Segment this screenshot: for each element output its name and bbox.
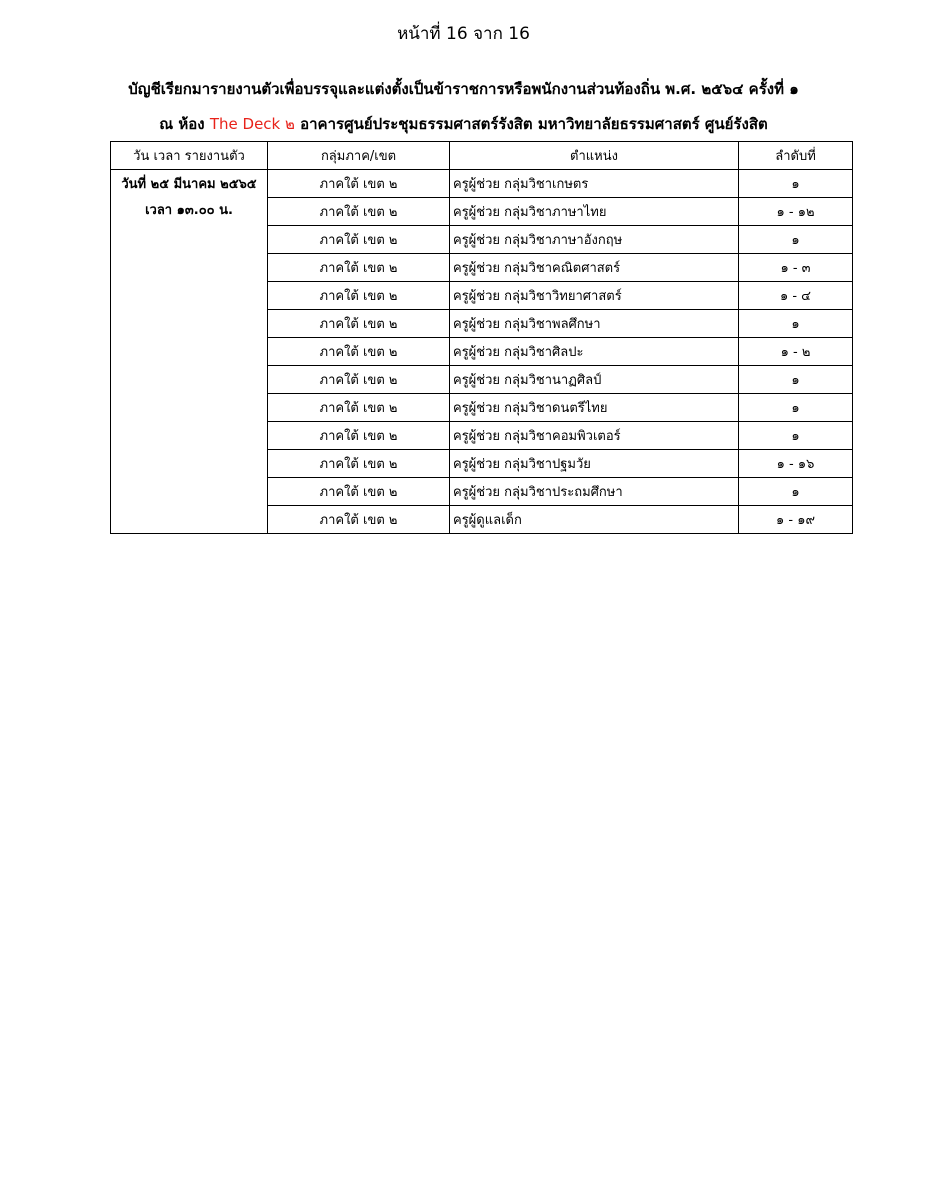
venue-suffix: อาคารศูนย์ประชุมธรรมศาสตร์รังสิต มหาวิทยาลัยธรรมศาสตร์ ศูนย์รังสิต — [294, 115, 768, 133]
region-cell: ภาคใต้ เขต ๒ — [268, 282, 450, 310]
order-cell: ๑ - ๓ — [739, 254, 853, 282]
venue-line — [0, 112, 927, 136]
region-cell: ภาคใต้ เขต ๒ — [268, 170, 450, 198]
document-title: บัญชีเรียกมารายงานตัวเพื่อบรรจุและแต่งตั้งเป็นข้าราชการหรือพนักงานส่วนท้องถิ่น พ.ศ. ๒๕๖๔ ครั้งที่ ๑ — [128, 80, 799, 98]
position-cell: ครูผู้ช่วย กลุ่มวิชาภาษาอังกฤษ — [450, 226, 739, 254]
region-cell: ภาคใต้ เขต ๒ — [268, 366, 450, 394]
order-cell: ๑ — [739, 394, 853, 422]
position-cell: ครูผู้ช่วย กลุ่มวิชาภาษาไทย — [450, 198, 739, 226]
position-cell: ครูผู้ช่วย กลุ่มวิชาคณิตศาสตร์ — [450, 254, 739, 282]
position-cell: ครูผู้ช่วย กลุ่มวิชาคอมพิวเตอร์ — [450, 422, 739, 450]
order-cell: ๑ — [739, 310, 853, 338]
order-cell: ๑ — [739, 422, 853, 450]
position-cell: ครูผู้ช่วย กลุ่มวิชาปฐมวัย — [450, 450, 739, 478]
region-cell: ภาคใต้ เขต ๒ — [268, 478, 450, 506]
region-cell: ภาคใต้ เขต ๒ — [268, 338, 450, 366]
page-number: หน้าที่ 16 จาก 16 — [397, 24, 530, 44]
order-cell: ๑ - ๒ — [739, 338, 853, 366]
region-cell: ภาคใต้ เขต ๒ — [268, 394, 450, 422]
report-datetime-cell — [111, 170, 268, 534]
order-cell: ๑ — [739, 366, 853, 394]
order-cell: ๑ - ๑๙ — [739, 506, 853, 534]
order-cell: ๑ — [739, 226, 853, 254]
position-cell: ครูผู้ช่วย กลุ่มวิชาพลศึกษา — [450, 310, 739, 338]
order-cell: ๑ - ๔ — [739, 282, 853, 310]
order-cell: ๑ - ๑๒ — [739, 198, 853, 226]
region-cell: ภาคใต้ เขต ๒ — [268, 198, 450, 226]
order-cell: ๑ — [739, 478, 853, 506]
region-cell: ภาคใต้ เขต ๒ — [268, 226, 450, 254]
order-cell: ๑ — [739, 170, 853, 198]
venue-prefix: ณ ห้อง — [159, 115, 210, 133]
report-time: เวลา ๑๓.๐๐ น. — [145, 203, 233, 218]
report-date: วันที่ ๒๕ มีนาคม ๒๕๖๕ — [121, 177, 257, 192]
position-cell: ครูผู้ดูแลเด็ก — [450, 506, 739, 534]
position-cell: ครูผู้ช่วย กลุ่มวิชาวิทยาศาสตร์ — [450, 282, 739, 310]
position-cell: ครูผู้ช่วย กลุ่มวิชานาฏศิลป์ — [450, 366, 739, 394]
region-cell: ภาคใต้ เขต ๒ — [268, 254, 450, 282]
order-cell: ๑ - ๑๖ — [739, 450, 853, 478]
position-cell: ครูผู้ช่วย กลุ่มวิชาศิลปะ — [450, 338, 739, 366]
header-order: ลำดับที่ — [739, 142, 853, 170]
header-position: ตำแหน่ง — [450, 142, 739, 170]
header-date: วัน เวลา รายงานตัว — [111, 142, 268, 170]
roster-table — [110, 141, 853, 534]
region-cell: ภาคใต้ เขต ๒ — [268, 506, 450, 534]
region-cell: ภาคใต้ เขต ๒ — [268, 310, 450, 338]
position-cell: ครูผู้ช่วย กลุ่มวิชาดนตรีไทย — [450, 394, 739, 422]
position-cell: ครูผู้ช่วย กลุ่มวิชาประถมศึกษา — [450, 478, 739, 506]
position-cell: ครูผู้ช่วย กลุ่มวิชาเกษตร — [450, 170, 739, 198]
header-region: กลุ่มภาค/เขต — [268, 142, 450, 170]
table-header-row — [111, 142, 853, 170]
table-row — [111, 170, 853, 198]
region-cell: ภาคใต้ เขต ๒ — [268, 450, 450, 478]
venue-room-name: The Deck ๒ — [209, 115, 295, 133]
region-cell: ภาคใต้ เขต ๒ — [268, 422, 450, 450]
